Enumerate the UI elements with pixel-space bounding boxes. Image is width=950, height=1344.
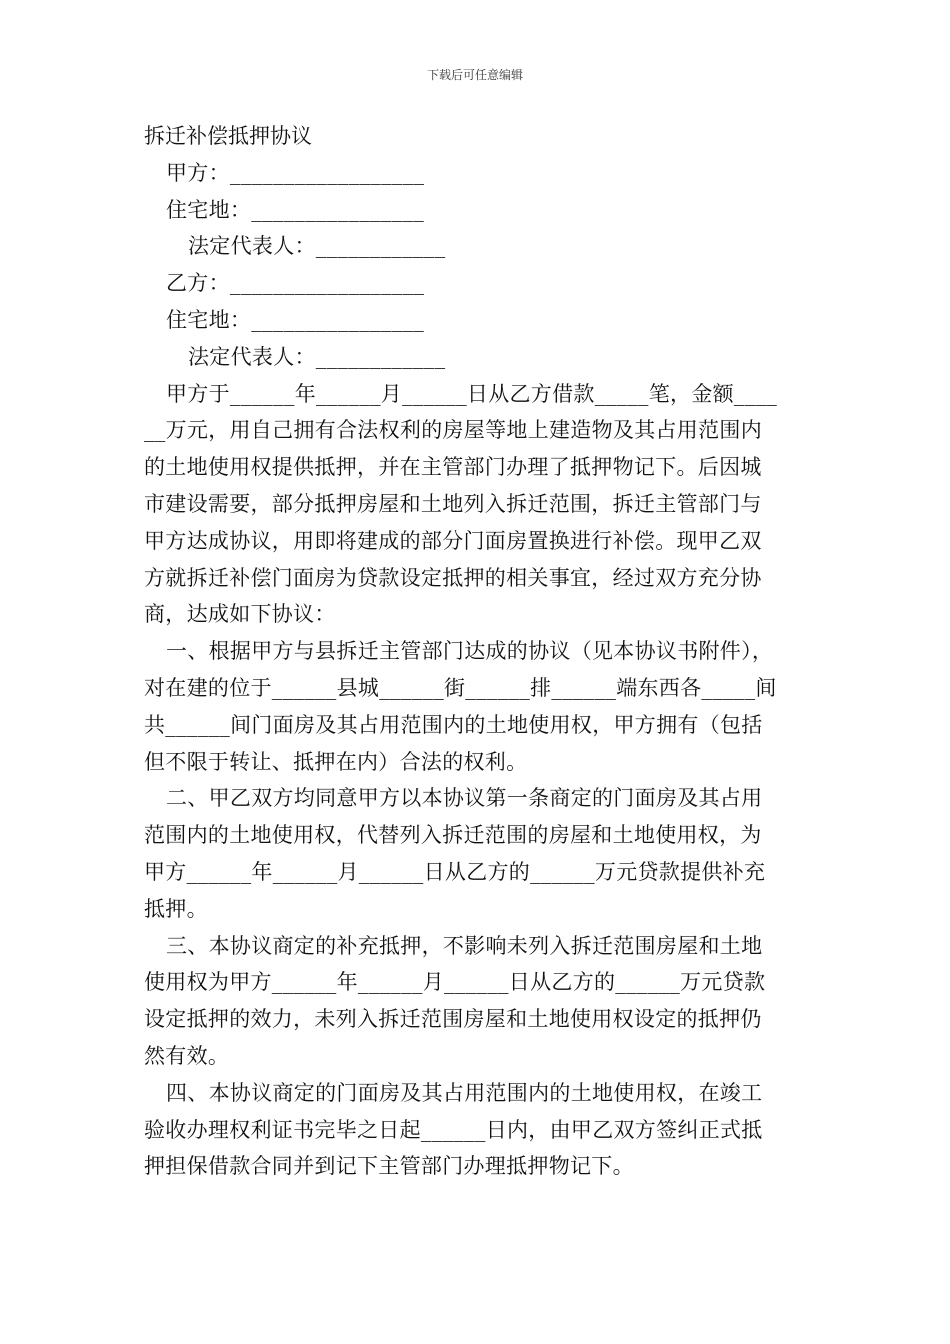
clause-4-line: 四、本协议商定的门面房及其占用范围内的土地使用权，在竣工: [166, 1080, 763, 1105]
intro-line: __万元，用自己拥有合法权利的房屋等地上建造物及其占用范围内: [144, 418, 762, 443]
clause-3-paragraph: [144, 928, 810, 1075]
intro-line: 商，达成如下协议：: [144, 602, 336, 627]
clause-1-paragraph: [144, 633, 810, 780]
clause-2-line: 二、甲乙双方均同意甲方以本协议第一条商定的门面房及其占用: [166, 786, 763, 811]
party-a-address-field: 住宅地：________________: [166, 197, 424, 222]
clause-4-line: 押担保借款合同并到记下主管部门办理抵押物记下。: [144, 1154, 634, 1179]
clause-3-line: 设定抵押的效力，未列入拆迁范围房屋和土地使用权设定的抵押仍: [144, 1007, 762, 1032]
document-body: [144, 118, 810, 1185]
party-b-address-field: 住宅地：________________: [166, 307, 424, 332]
intro-paragraph: [144, 376, 810, 634]
clause-3-line: 三、本协议商定的补充抵押，不影响未列入拆迁范围房屋和土地: [166, 933, 763, 958]
clause-2-line: 范围内的土地使用权，代替列入拆迁范围的房屋和土地使用权，为: [144, 823, 762, 848]
clause-2-line: 甲方______年______月______日从乙方的______万元贷款提供补充: [144, 859, 766, 884]
clause-3-line: 使用权为甲方______年______月______日从乙方的______万元贷款: [144, 970, 766, 995]
clause-3-line: 然有效。: [144, 1043, 230, 1068]
clause-1-line: 共______间门面房及其占用范围内的土地使用权，甲方拥有（包括: [144, 712, 763, 737]
intro-line: 甲方于______年______月______日从乙方借款_____笔，金额____: [166, 381, 778, 406]
clause-4-line: 验收办理权利证书完毕之日起______日内，由甲乙双方签纠正式抵: [144, 1117, 763, 1142]
clause-1-line: 但不限于转让、抵押在内）合法的权利。: [144, 749, 528, 774]
header-note: 下载后可任意编辑: [426, 68, 523, 82]
party-a-field: 甲方：__________________: [166, 160, 425, 185]
intro-line: 的土地使用权提供抵押，并在主管部门办理了抵押物记下。后因城: [144, 455, 762, 480]
clause-1-line: 一、根据甲方与县拆迁主管部门达成的协议（见本协议书附件），: [166, 639, 774, 664]
clause-2-paragraph: [144, 780, 810, 927]
intro-line: 甲方达成协议，用即将建成的部分门面房置换进行补偿。现甲乙双: [144, 528, 762, 553]
intro-line: 方就拆迁补偿门面房为贷款设定抵押的相关事宜，经过双方充分协: [144, 565, 762, 590]
intro-line: 市建设需要，部分抵押房屋和土地列入拆迁范围，拆迁主管部门与: [144, 491, 762, 516]
document-title: 拆迁补偿抵押协议: [144, 124, 312, 148]
party-b-representative-field: 法定代表人：____________: [188, 344, 446, 369]
clause-2-line: 抵押。: [144, 896, 208, 921]
clause-4-paragraph: [144, 1075, 810, 1185]
party-b-field: 乙方：__________________: [166, 271, 425, 296]
party-a-representative-field: 法定代表人：____________: [188, 234, 446, 259]
clause-1-line: 对在建的位于______县城______街______排______端东西各_____间: [144, 675, 777, 700]
